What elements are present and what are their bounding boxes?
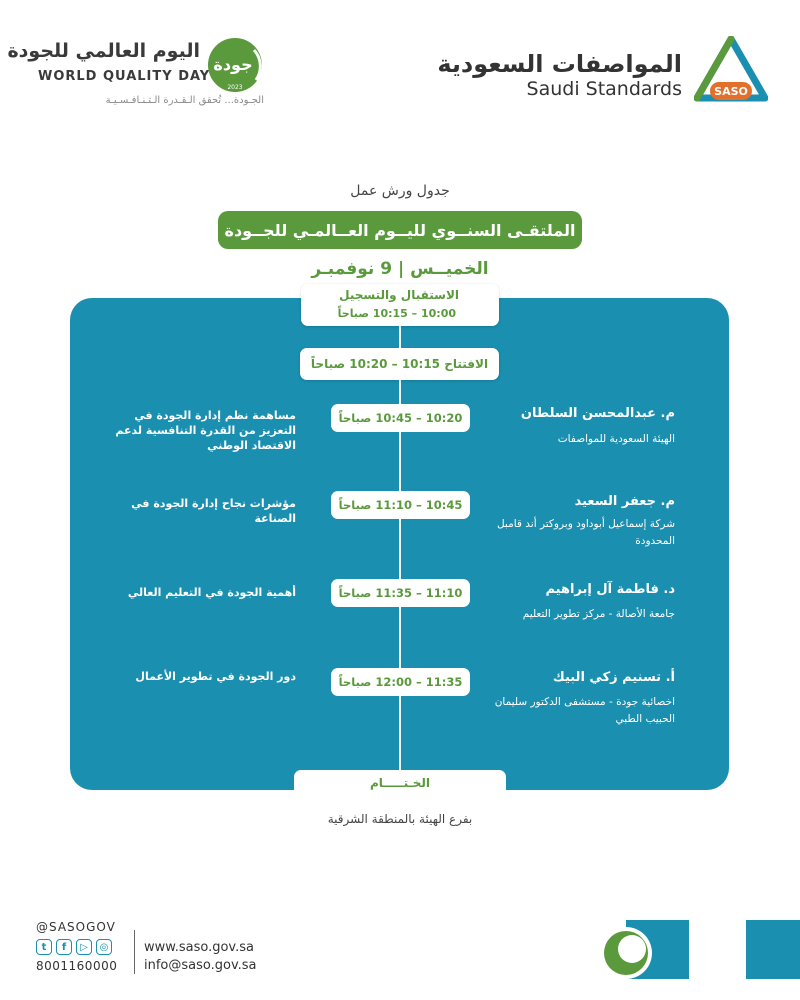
- footer-blue-block-right: [746, 920, 800, 979]
- registration-box: [301, 284, 499, 326]
- session-time-box: [331, 579, 470, 607]
- speaker-organization: جامعة الأصالة - مركز تطوير التعليم: [522, 608, 675, 620]
- session-time: 10:20 – 10:45 صباحاً: [338, 411, 463, 425]
- session-time: 11:35 – 12:00 صباحاً: [338, 675, 463, 689]
- instagram-icon[interactable]: ◎: [96, 939, 112, 955]
- session-time-box: [331, 668, 470, 696]
- session-time-box: [331, 404, 470, 432]
- speaker-name: م. عبدالمحسن السلطان: [520, 406, 675, 421]
- twitter-icon[interactable]: t: [36, 939, 52, 955]
- wqd-year: 2023: [227, 84, 243, 91]
- event-date: الخميــس | 9 نوفمبـر: [311, 259, 489, 279]
- saso-arabic-name: المواصفات السعودية: [437, 50, 682, 78]
- registration-label: الاستقبال والتسجيل: [339, 288, 459, 302]
- wqd-tagline: الجـودة... تُحقق الـقـدرة الـتـنـافـسـيـة: [105, 95, 264, 106]
- session-topic: مؤشرات نجاح إدارة الجودة في الصناعة: [131, 497, 296, 525]
- quality-emblem-icon: [206, 36, 264, 94]
- youtube-icon[interactable]: ▷: [76, 939, 92, 955]
- speaker-name: د. فاطمة آل إبراهيم: [545, 582, 675, 597]
- session-time-box: [331, 491, 470, 519]
- session-time: 11:10 – 11:35 صباحاً: [338, 586, 463, 600]
- wqd-emblem-text: جودة: [213, 55, 253, 74]
- saso-triangle-icon: [694, 36, 768, 104]
- saso-badge-text: SASO: [714, 85, 748, 98]
- speaker-name: أ. تسنيم زكي البيك: [552, 670, 675, 685]
- speaker-organization: الهيئة السعودية للمواصفات: [557, 433, 675, 445]
- wqd-arabic-title: اليوم العالمي للجودة: [7, 40, 200, 62]
- event-title: الملتقـى السنــوي لليــوم العــالمـي للجــودة: [224, 220, 576, 240]
- event-location: بفرع الهيئة بالمنطقة الشرقية: [327, 812, 473, 826]
- session-time: 10:45 – 11:10 صباحاً: [338, 498, 463, 512]
- event-title-banner: [218, 211, 582, 249]
- opening-label: الافتتاح 10:15 – 10:20 صباحاً: [310, 357, 489, 371]
- registration-time: 10:00 – 10:15 صباحاً: [337, 307, 456, 320]
- session-topic: أهمية الجودة في التعليم العالي: [127, 586, 296, 599]
- email-link[interactable]: info@saso.gov.sa: [144, 958, 257, 973]
- speaker-name: م. جعفر السعيد: [574, 494, 675, 509]
- social-handle: @SASOGOV: [36, 920, 116, 934]
- phone-number: 8001160000: [36, 959, 118, 973]
- social-icons: [36, 939, 112, 955]
- closing-label: الخـتـــــام: [369, 776, 431, 790]
- saso-english-name: Saudi Standards: [526, 78, 682, 100]
- footer-divider: [134, 930, 135, 974]
- session-topic: مساهمة نظم إدارة الجودة في التعزيز من القدرة التنافسية لدعم الاقتصاد الوطني: [115, 409, 296, 452]
- speaker-organization: شركة إسماعيل أبوداود وبروكتر أند قامبل المحدودة: [496, 518, 675, 547]
- facebook-icon[interactable]: f: [56, 939, 72, 955]
- quality-emblem-icon: [598, 925, 654, 981]
- opening-box: [300, 348, 499, 380]
- wqd-english-title: WORLD QUALITY DAY: [38, 69, 211, 84]
- session-topic: دور الجودة في تطوير الأعمال: [135, 670, 296, 683]
- website-link[interactable]: www.saso.gov.sa: [144, 940, 254, 955]
- workshop-schedule-subtitle: جدول ورش عمل: [350, 183, 450, 199]
- speaker-organization: اخصائية جودة - مستشفى الدكتور سليمان الحبيب الطبي: [494, 696, 675, 725]
- closing-box: [294, 770, 506, 796]
